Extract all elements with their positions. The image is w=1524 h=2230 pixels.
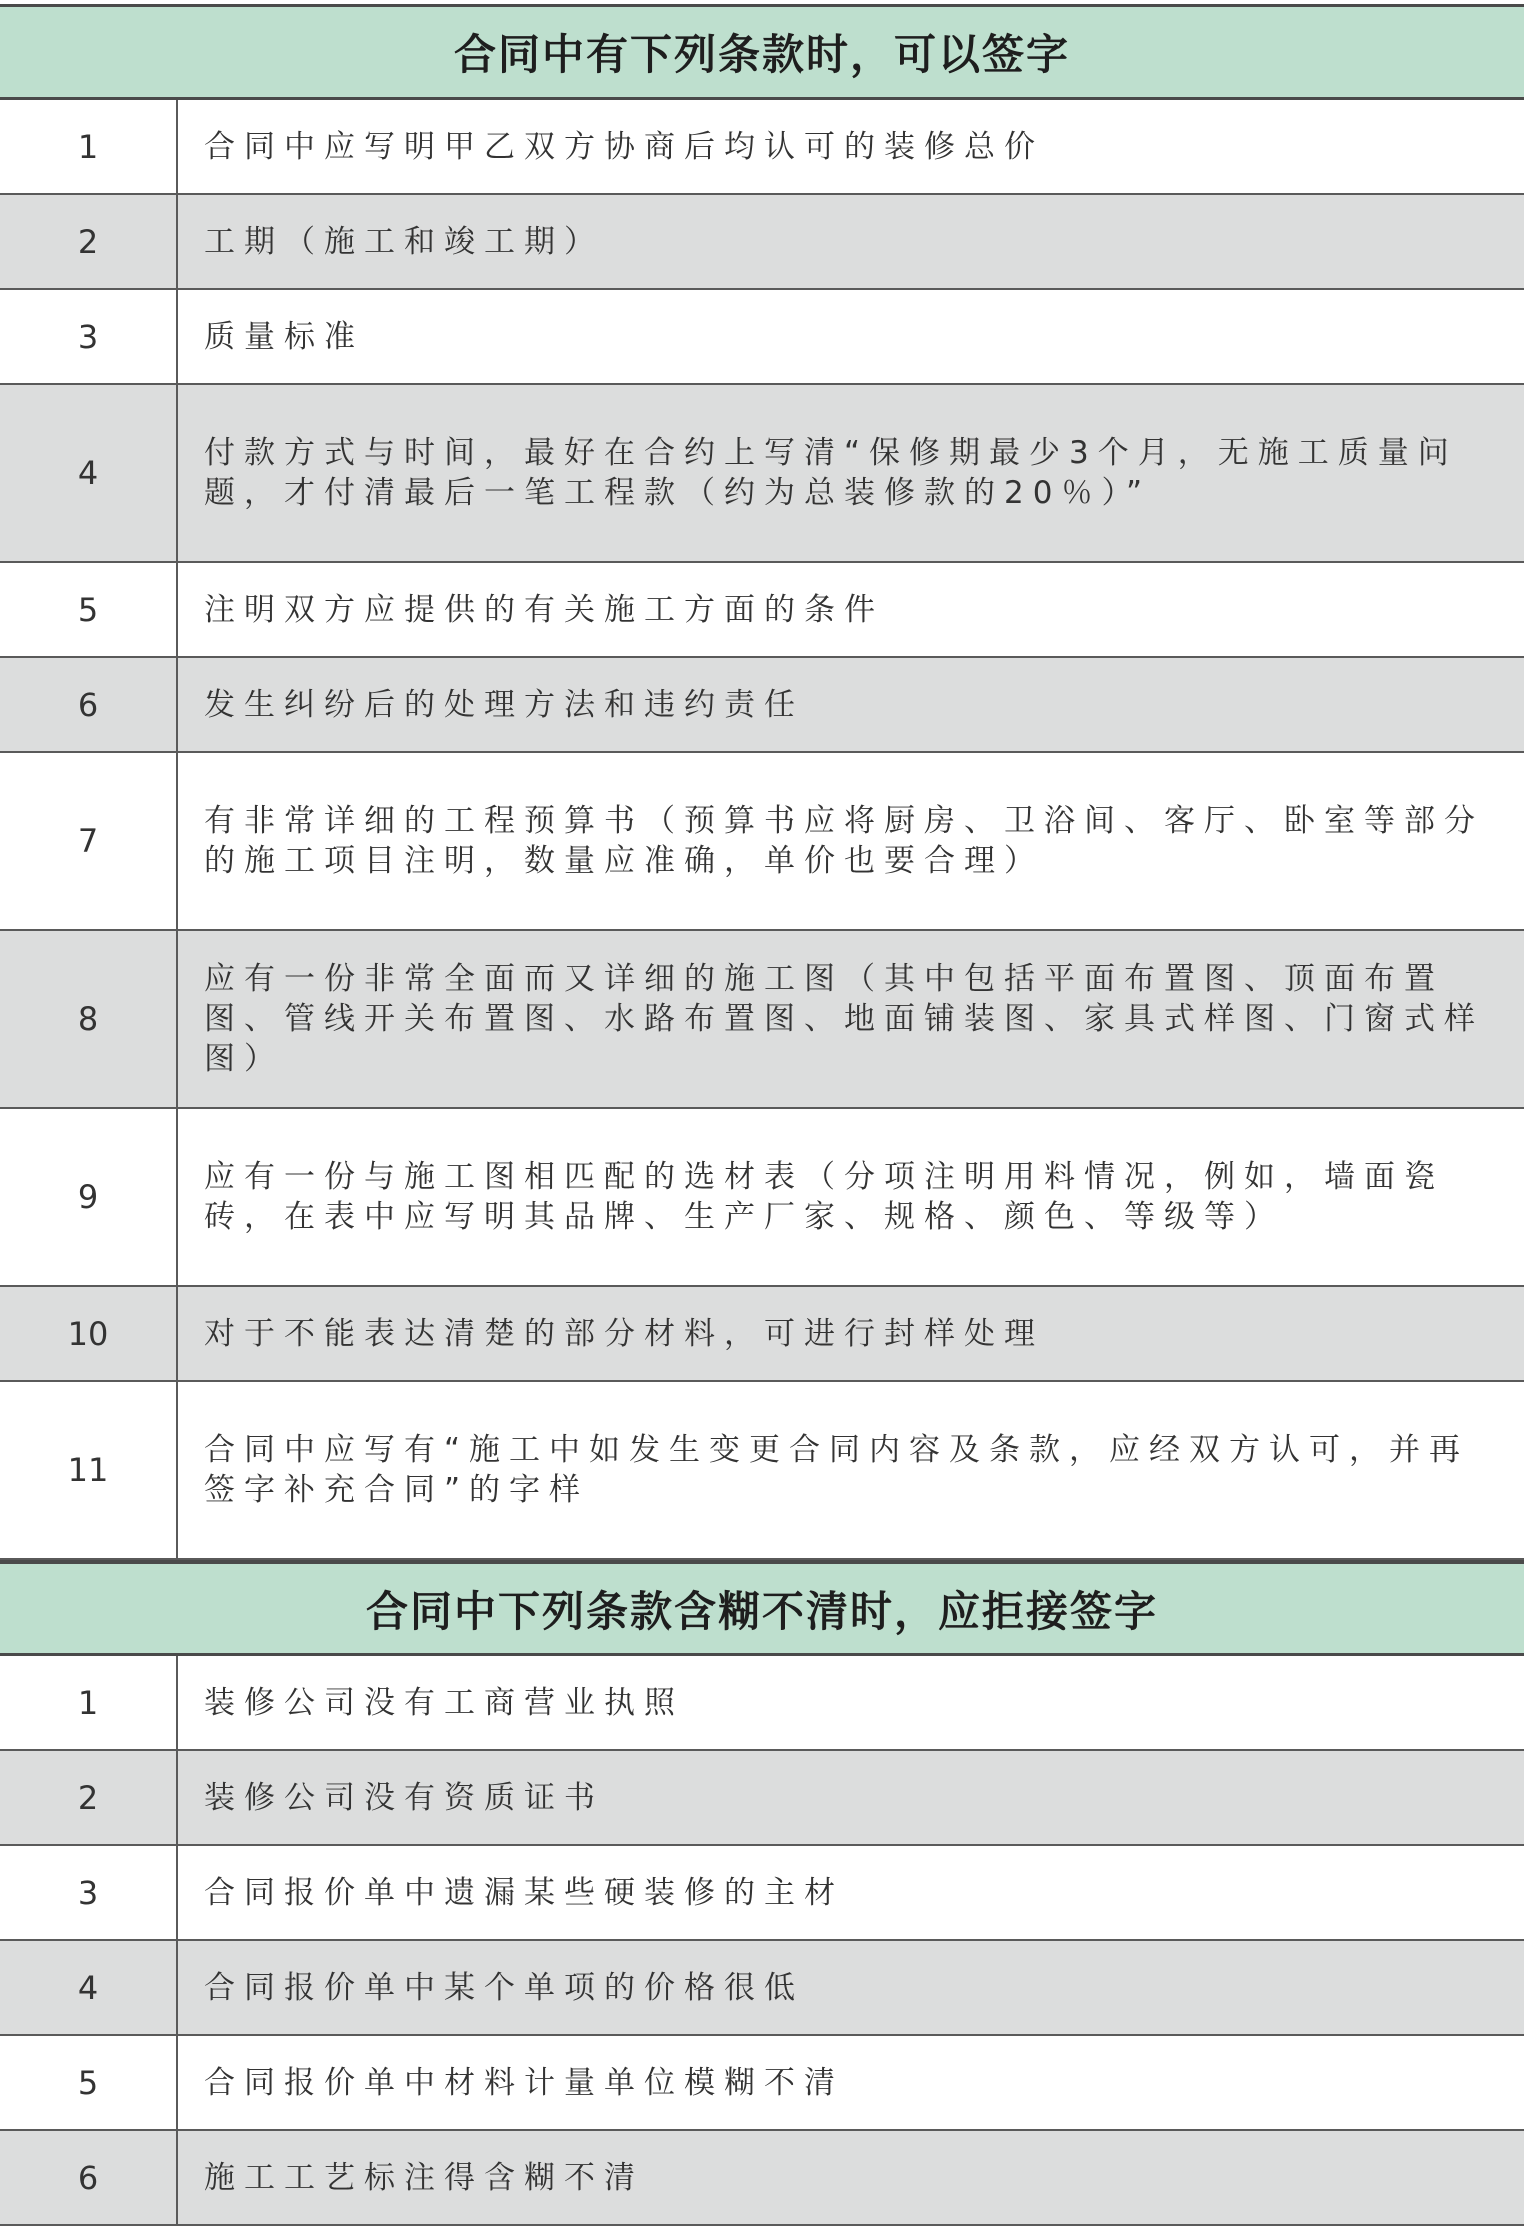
row-text: 注明双方应提供的有关施工方面的条件 (204, 591, 884, 628)
table-row (0, 2036, 1524, 2131)
table-row (0, 931, 1524, 1109)
row-number: 1 (0, 100, 178, 193)
row-text: 应有一份与施工图相匹配的选材表（分项注明用料情况，例如，墙面瓷砖，在表中应写明其品牌、生产厂家、规格、颜色、等级等） (204, 1159, 1444, 1235)
row-number: 6 (0, 658, 178, 751)
row-text: 合同中应写明甲乙双方协商后均认可的装修总价 (204, 128, 1044, 165)
table-row (0, 100, 1524, 195)
row-number: 2 (0, 1751, 178, 1844)
refuse-sign-table (0, 1560, 1524, 2226)
row-number: 4 (0, 1941, 178, 2034)
row-number: 6 (0, 2131, 178, 2224)
row-text: 合同报价单中材料计量单位模糊不清 (204, 2064, 844, 2101)
table-row (0, 195, 1524, 290)
table-row (0, 1941, 1524, 2036)
row-number: 9 (0, 1109, 178, 1285)
table-row (0, 1109, 1524, 1287)
row-text: 合同中应写有“施工中如发生变更合同内容及条款，应经双方认可，并再签字补充合同”的字样 (204, 1432, 1470, 1508)
row-text: 装修公司没有工商营业执照 (204, 1684, 684, 1721)
row-text: 应有一份非常全面而又详细的施工图（其中包括平面布置图、顶面布置图、管线开关布置图、水路布置图、地面铺装图、家具式样图、门窗式样图） (204, 961, 1484, 1077)
row-number: 7 (0, 753, 178, 929)
row-text: 发生纠纷后的处理方法和违约责任 (204, 686, 804, 723)
table-row (0, 1287, 1524, 1382)
row-text: 对于不能表达清楚的部分材料，可进行封样处理 (204, 1315, 1044, 1352)
table-row (0, 1382, 1524, 1560)
refuse-sign-title: 合同中下列条款含糊不清时，应拒接签字 (0, 1560, 1524, 1656)
row-number: 8 (0, 931, 178, 1107)
row-text: 合同报价单中某个单项的价格很低 (204, 1969, 804, 2006)
table-row (0, 385, 1524, 563)
row-text: 装修公司没有资质证书 (204, 1779, 604, 1816)
row-text: 付款方式与时间，最好在合约上写清“保修期最少3个月，无施工质量问题，才付清最后一笔工程款（约为总装修款的20％）” (204, 435, 1458, 511)
table-row (0, 1751, 1524, 1846)
row-number: 4 (0, 385, 178, 561)
sign-ok-table (0, 4, 1524, 1560)
table-row (0, 290, 1524, 385)
row-text: 质量标准 (204, 318, 364, 355)
row-number: 11 (0, 1382, 178, 1558)
row-text: 合同报价单中遗漏某些硬装修的主材 (204, 1874, 844, 1911)
row-number: 5 (0, 563, 178, 656)
table-row (0, 1656, 1524, 1751)
table-row (0, 2131, 1524, 2226)
table-row (0, 753, 1524, 931)
row-text: 有非常详细的工程预算书（预算书应将厨房、卫浴间、客厅、卧室等部分的施工项目注明，数量应准确，单价也要合理） (204, 803, 1484, 879)
row-text: 工期（施工和竣工期） (204, 223, 604, 260)
sign-ok-title: 合同中有下列条款时，可以签字 (0, 4, 1524, 100)
row-text: 施工工艺标注得含糊不清 (204, 2159, 644, 2196)
row-number: 3 (0, 290, 178, 383)
row-number: 10 (0, 1287, 178, 1380)
table-row (0, 658, 1524, 753)
row-number: 1 (0, 1656, 178, 1749)
table-row (0, 1846, 1524, 1941)
table-row (0, 563, 1524, 658)
row-number: 3 (0, 1846, 178, 1939)
row-number: 2 (0, 195, 178, 288)
row-number: 5 (0, 2036, 178, 2129)
